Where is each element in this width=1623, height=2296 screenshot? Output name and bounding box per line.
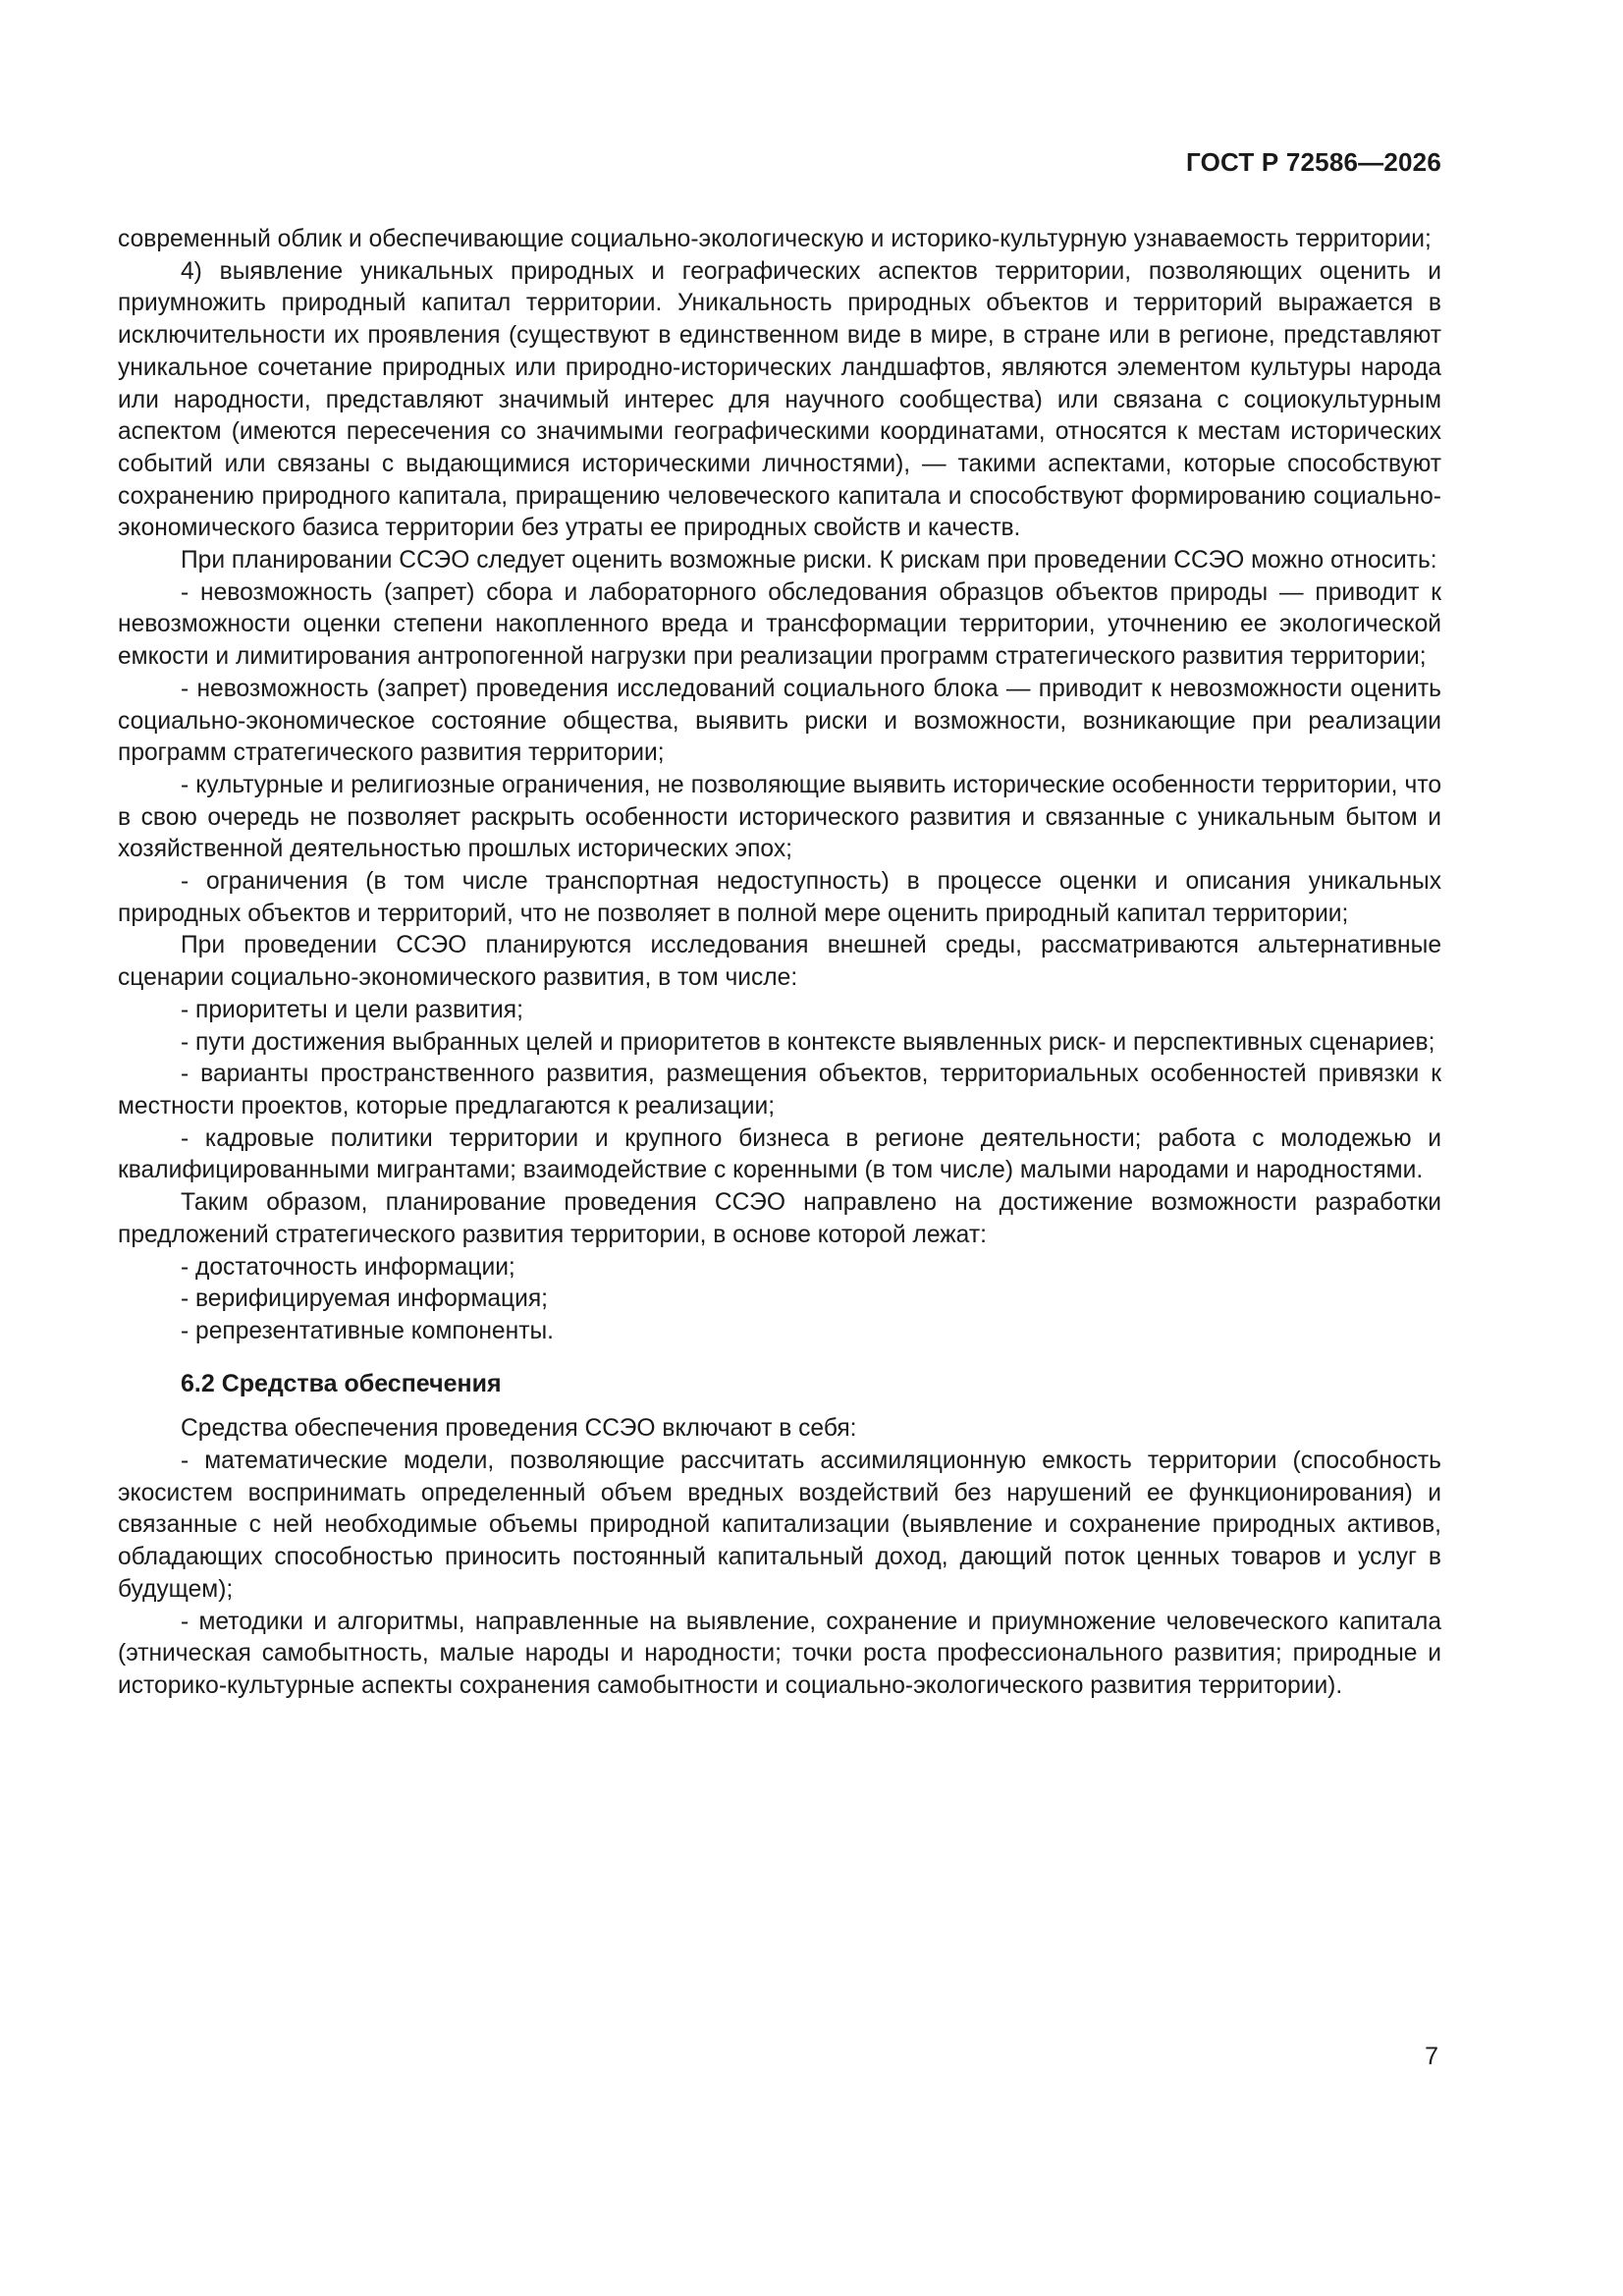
paragraph: При планировании ССЭО следует оценить возможные риски. К рискам при проведении ССЭО можно относить: (181, 547, 1437, 574)
paragraph: 4) выявление уникальных природных и географических аспектов территории, позволяющих оценить и приумножить природный капитал территории. Уникальность природных объектов и территорий выражается в исключительности их проявления (существуют в единственном виде в мире, в стране или в регионе, представляют уникальное сочетание природных или природно-исторических ландшафтов, являются элементом культуры народа или народности, представляют значимый интерес для научного сообщества) или связана с социокультурным аспектом (имеются пересечения со значимыми географическими координатами, относятся к местам исторических событий или связаны с выдающимися историческими личностями), — такими аспектами, которые способствуют сохранению природного капитала, приращению человеческого капитала и способствуют формированию социально-экономического базиса территории без утраты ее природных свойств и качеств. (118, 257, 1441, 542)
list-item: - приоритеты и цели развития; (181, 996, 523, 1023)
list-item: - невозможность (запрет) сбора и лабораторного обследования образцов объектов природы — приводит к невозможности оценки степени накопленного вреда и трансформации территории, уточнению ее экологической емкости и лимитирования антропогенной нагрузки при реализации программ стратегического развития территории; (118, 578, 1441, 671)
list-item: - невозможность (запрет) проведения исследований социального блока — приводит к невозможности оценить социально-экономическое состояние общества, выявить риски и возможности, возникающие при реализации программ стратегического развития территории; (118, 675, 1441, 767)
list-item: - верифицируемая информация; (181, 1285, 549, 1313)
list-item: - культурные и религиозные ограничения, не позволяющие выявить исторические особенности территории, что в свою очередь не позволяет раскрыть особенности исторического развития и связанные с уникальным бытом и хозяйственной деятельностью прошлых исторических эпох; (118, 771, 1441, 863)
list-item: - репрезентативные компоненты. (181, 1317, 554, 1344)
page-number: 7 (1425, 2043, 1438, 2070)
document-header: ГОСТ Р 72586—2026 (1186, 147, 1441, 177)
document-body (118, 224, 1441, 1703)
list-item: - методики и алгоритмы, направленные на выявление, сохранение и приумножение человеческого капитала (этническая самобытность, малые народы и народности; точки роста профессионального развития; природные и историко-культурные аспекты сохранения самобытности и социально-экологического развития территории). (118, 1608, 1441, 1699)
list-item: - пути достижения выбранных целей и приоритетов в контексте выявленных риск- и перспективных сценариев; (181, 1028, 1435, 1056)
paragraph: При проведении ССЭО планируются исследования внешней среды, рассматриваются альтернативные сценарии социально-экономического развития, в том числе: (118, 932, 1441, 992)
list-item: - ограничения (в том числе транспортная недоступность) в процессе оценки и описания уникальных природных объектов и территорий, что не позволяет в полной мере оценить природный капитал территории; (118, 868, 1441, 927)
list-item: - математические модели, позволяющие рассчитать ассимиляционную емкость территории (способность экосистем воспринимать определенный объем вредных воздействий без нарушений ее функционирования) и связанные с ней необходимые объемы природной капитализации (выявление и сохранение природных активов, обладающих способностью приносить постоянный капитальный доход, дающий поток ценных товаров и услуг в будущем); (118, 1448, 1441, 1603)
paragraph: Таким образом, планирование проведения ССЭО направлено на достижение возможности разработки предложений стратегического развития территории, в основе которой лежат: (118, 1189, 1441, 1248)
section-heading: 6.2 Средства обеспечения (181, 1369, 502, 1397)
paragraph: Средства обеспечения проведения ССЭО включают в себя: (181, 1415, 857, 1443)
list-item: - варианты пространственного развития, размещения объектов, территориальных особенностей привязки к местности проектов, которые предлагаются к реализации; (118, 1061, 1441, 1120)
list-item: - достаточность информации; (181, 1253, 515, 1281)
list-item: - кадровые политики территории и крупного бизнеса в регионе деятельности; работа с молодежью и квалифицированными мигрантами; взаимодействие с коренными (в том числе) малыми народами и народностями. (118, 1124, 1441, 1184)
paragraph: современный облик и обеспечивающие социально-экологическую и историко-культурную узнаваемость территории; (118, 226, 1432, 252)
